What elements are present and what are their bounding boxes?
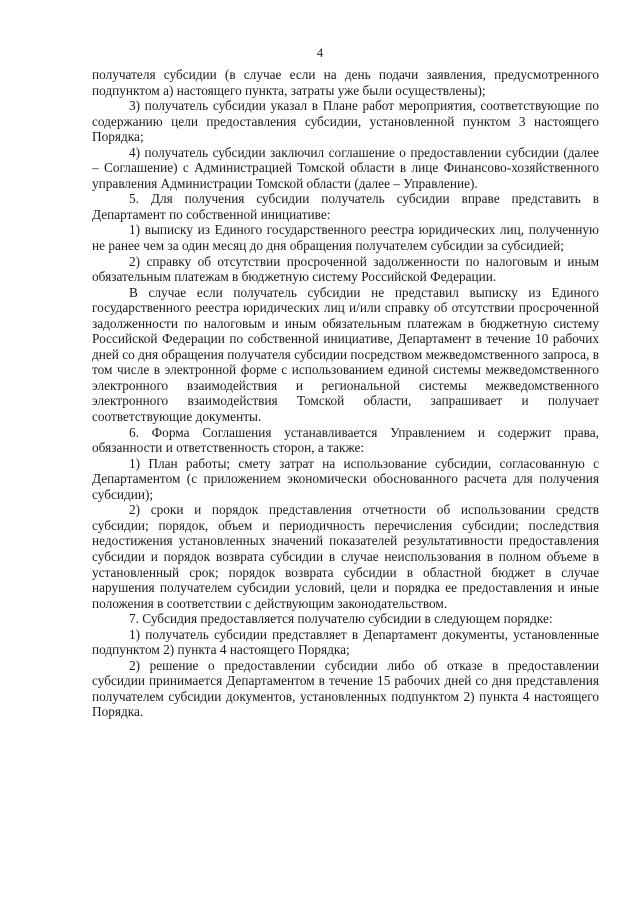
- paragraph: 1) План работы; смету затрат на использование субсидии, согласованную с Департаментом (с приложением экономически обоснованного расчета для получения субсидии);: [92, 455, 599, 502]
- page-number: 4: [316, 46, 324, 60]
- paragraph: В случае если получатель субсидии не представил выписку из Единого государственного реестра юридических лиц и/или справку об отсутствии просроченной задолженности по налоговым и иным обязательным платежам в бюджетную систему Российской Федерации по собственной инициативе, Департамент в течение 10 рабочих дней со дня обращения получателя субсидии посредством межведомственного запроса, в том числе в электронной форме с использованием единой системы межведомственного электронного взаимодействия и региональной системы межведомственного электронного взаимодействия Томской области, запрашивает и получает соответствующие документы.: [92, 284, 599, 425]
- paragraph: 7. Субсидия предоставляется получателю субсидии в следующем порядке:: [129, 611, 553, 627]
- paragraph: 2) сроки и порядок представления отчетности об использовании средств субсидии; порядок, объем и периодичность перечисления субсидии; последствия недостижения установленных значений показателей результативности предоставления субсидии и порядок возврата субсидии в случае неиспользования в полном объеме в установленный срок; порядок возврата субсидии в областной бюджет в случае нарушения получателем субсидии условий, цели и порядка ее предоставления и иные положения в соответствии с действующим законодательством.: [92, 502, 599, 611]
- paragraph: 6. Форма Соглашения устанавливается Управлением и содержит права, обязанности и ответственность сторон, а также:: [92, 424, 599, 456]
- paragraph: 3) получатель субсидии указал в Плане работ мероприятия, соответствующие по содержанию цели предоставления субсидии, установленной пунктом 3 настоящего Порядка;: [92, 98, 599, 145]
- document-body: [92, 67, 599, 720]
- paragraph: 4) получатель субсидии заключил соглашение о предоставлении субсидии (далее – Соглашение) с Администрацией Томской области в лице Финансово-хозяйственного управления Администрации Томской области (далее – Управление).: [92, 144, 599, 191]
- paragraph: 1) получатель субсидии представляет в Департамент документы, установленные подпунктом 2) пункта 4 настоящего Порядка;: [92, 626, 599, 658]
- paragraph: получателя субсидии (в случае если на день подачи заявления, предусмотренного подпунктом а) настоящего пункта, затраты уже были осуществлены);: [92, 67, 599, 98]
- paragraph: 1) выписку из Единого государственного реестра юридических лиц, полученную не ранее чем за один месяц до дня обращения получателем субсидии за субсидией;: [92, 222, 599, 254]
- paragraph: 2) решение о предоставлении субсидии либо об отказе в предоставлении субсидии принимается Департаментом в течение 15 рабочих дней со дня представления получателем субсидии документов, установленных подпунктом 2) пункта 4 настоящего Порядка.: [92, 657, 599, 720]
- paragraph: 5. Для получения субсидии получатель субсидии вправе представить в Департамент по собственной инициативе:: [92, 191, 599, 222]
- paragraph: 2) справку об отсутствии просроченной задолженности по налоговым и иным обязательным платежам в бюджетную систему Российской Федерации.: [92, 253, 599, 285]
